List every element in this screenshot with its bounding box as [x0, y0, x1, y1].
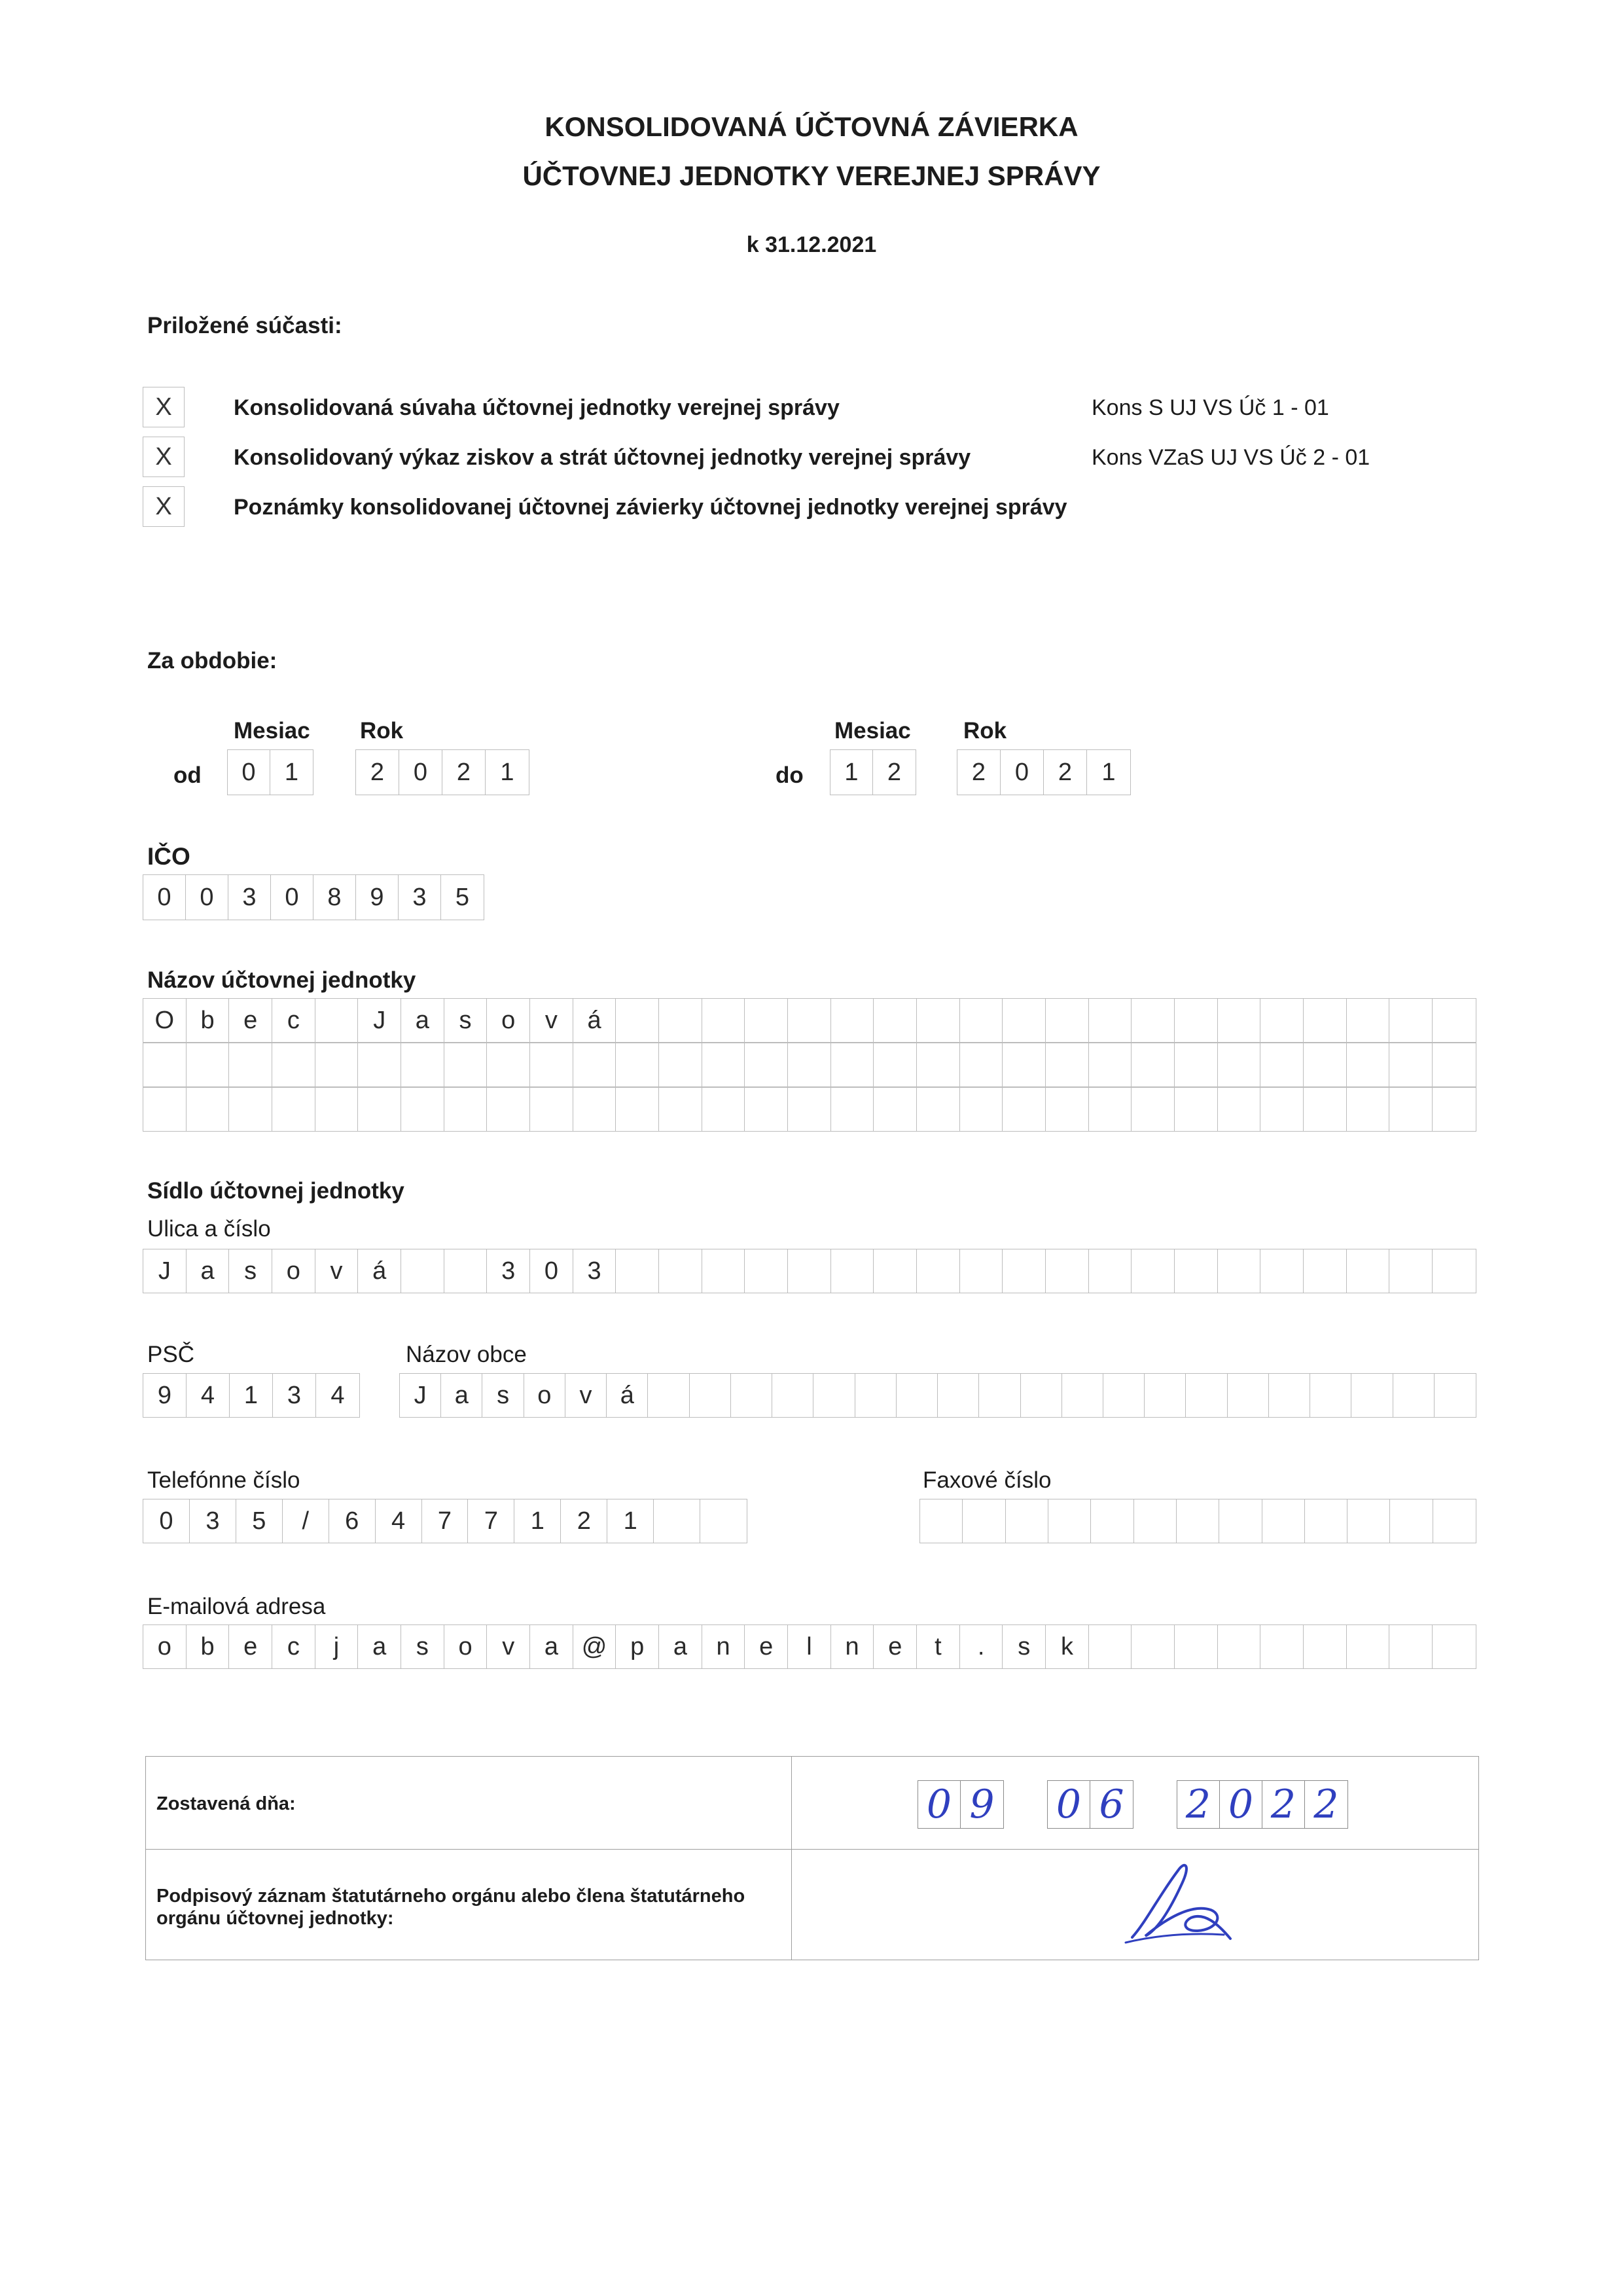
- char-cell: [1218, 1043, 1261, 1086]
- signature-label: Podpisový záznam štatutárneho orgánu alebo člena štatutárneho orgánu účtovnej jednotky:: [156, 1886, 745, 1929]
- address-section-label: Sídlo účtovnej jednotky: [147, 1178, 404, 1204]
- char-cell: [745, 1043, 788, 1086]
- char-cell: 2: [442, 750, 486, 795]
- char-cell: [831, 999, 874, 1042]
- char-cell: [960, 1088, 1003, 1131]
- char-cell: 3: [573, 1249, 616, 1293]
- signature-label-cell: [146, 1850, 792, 1960]
- char-cell: [1089, 1249, 1132, 1293]
- char-cell: [1021, 1374, 1062, 1417]
- char-cell: [272, 1088, 315, 1131]
- char-cell: [1304, 1088, 1347, 1131]
- char-cell: [788, 1043, 831, 1086]
- char-cell: 3: [487, 1249, 530, 1293]
- char-cell: 0: [399, 750, 442, 795]
- handwritten-signature: [1119, 1857, 1237, 1949]
- char-cell: [1389, 1088, 1433, 1131]
- char-cell: [1219, 1499, 1262, 1543]
- period-label: Za obdobie:: [147, 648, 277, 673]
- char-cell: [788, 1249, 831, 1293]
- char-cell: [315, 999, 359, 1042]
- char-cell: 1: [830, 750, 873, 795]
- char-cell: 7: [422, 1499, 469, 1543]
- char-cell: [358, 1088, 401, 1131]
- char-cell: n: [702, 1625, 745, 1668]
- handwritten-digit: 2: [1313, 1782, 1339, 1827]
- char-cell: [1046, 1088, 1089, 1131]
- char-row: [143, 1043, 1476, 1087]
- document-title-line1: KONSOLIDOVANÁ ÚČTOVNÁ ZÁVIERKA: [544, 111, 1079, 142]
- char-cell: [917, 999, 960, 1042]
- char-cell: [272, 1043, 315, 1086]
- char-cell: [1433, 1625, 1476, 1668]
- handwritten-digit: 0: [1048, 1781, 1090, 1828]
- char-cell: J: [358, 999, 401, 1042]
- char-cell: [1433, 1088, 1476, 1131]
- char-cell: s: [1003, 1625, 1046, 1668]
- component-1-checkbox[interactable]: X: [143, 387, 185, 427]
- char-cell: [1175, 999, 1218, 1042]
- char-cell: 1: [1101, 758, 1116, 786]
- char-cell: [831, 1088, 874, 1131]
- char-cell: [616, 1249, 659, 1293]
- char-cell: [444, 1088, 488, 1131]
- char-cell: [648, 1374, 689, 1417]
- char-row: [143, 1249, 1476, 1293]
- char-cell: [401, 1249, 444, 1293]
- to-month-field[interactable]: [830, 749, 916, 795]
- char-cell: [1175, 1043, 1218, 1086]
- char-cell: [1218, 999, 1261, 1042]
- from-month-field[interactable]: [227, 749, 313, 795]
- fax-field[interactable]: [919, 1499, 1476, 1543]
- char-cell: [874, 999, 917, 1042]
- char-cell: [1132, 1043, 1175, 1086]
- char-cell: [1347, 1499, 1390, 1543]
- char-cell: [1347, 1625, 1390, 1668]
- char-cell: 0: [143, 875, 186, 920]
- char-cell: t: [917, 1625, 960, 1668]
- char-cell: [702, 1088, 745, 1131]
- char-cell: s: [401, 1625, 444, 1668]
- compiled-label: Zostavená dňa:: [156, 1793, 296, 1814]
- char-cell: 4: [187, 1374, 230, 1417]
- char-cell: 3: [190, 1499, 236, 1543]
- char-cell: 3: [399, 875, 441, 920]
- char-cell: 2: [356, 750, 399, 795]
- char-cell: J: [400, 1374, 441, 1417]
- char-cell: [874, 1088, 917, 1131]
- char-cell: [1218, 1088, 1261, 1131]
- char-cell: [1218, 1249, 1261, 1293]
- char-cell: a: [530, 1625, 573, 1668]
- email-label: E-mailová adresa: [147, 1594, 326, 1619]
- char-cell: [702, 1043, 745, 1086]
- char-cell: b: [187, 999, 230, 1042]
- char-cell: [659, 1249, 702, 1293]
- char-cell: [143, 1043, 187, 1086]
- char-cell: [1389, 999, 1433, 1042]
- char-cell: [745, 1088, 788, 1131]
- char-cell: [920, 1499, 963, 1543]
- char-cell: 2: [1044, 750, 1087, 795]
- char-cell: [616, 999, 659, 1042]
- char-cell: e: [229, 999, 272, 1042]
- char-cell: [917, 1043, 960, 1086]
- char-cell: s: [229, 1249, 272, 1293]
- char-cell: [1433, 1249, 1476, 1293]
- char-cell: [1089, 1088, 1132, 1131]
- char-cell: [659, 1088, 702, 1131]
- char-cell: [1228, 1374, 1269, 1417]
- char-cell: s: [444, 999, 488, 1042]
- char-cell: [1304, 1043, 1347, 1086]
- char-cell: [831, 1249, 874, 1293]
- char-cell: [1389, 1043, 1433, 1086]
- city-label: Názov obce: [406, 1342, 527, 1367]
- char-cell: [1347, 999, 1390, 1042]
- char-cell: [530, 1088, 573, 1131]
- char-cell: [1175, 1249, 1218, 1293]
- char-cell: [1269, 1374, 1310, 1417]
- char-cell: [1262, 1499, 1305, 1543]
- char-cell: [1351, 1374, 1393, 1417]
- char-cell: á: [607, 1374, 648, 1417]
- component-2-code: Kons VZaS UJ VS Úč 2 - 01: [1092, 445, 1370, 470]
- char-cell: [1433, 1043, 1476, 1086]
- char-cell: [1103, 1374, 1145, 1417]
- char-cell: [1389, 1249, 1433, 1293]
- char-cell: [1006, 1499, 1048, 1543]
- char-cell: [1260, 1625, 1304, 1668]
- psc-field[interactable]: [143, 1373, 360, 1418]
- ico-label: IČO: [147, 843, 190, 870]
- char-cell: [444, 1249, 488, 1293]
- char-cell: b: [187, 1625, 230, 1668]
- compiled-date-cell[interactable]: [792, 1757, 1478, 1850]
- from-month-label: Mesiac: [234, 718, 310, 744]
- char-cell: [1091, 1499, 1133, 1543]
- char-cell: 1: [500, 758, 514, 786]
- char-cell: o: [444, 1625, 488, 1668]
- char-cell: [187, 1088, 230, 1131]
- char-cell: [1175, 1088, 1218, 1131]
- char-cell: [938, 1374, 979, 1417]
- char-cell: [1260, 1043, 1304, 1086]
- char-cell: [1145, 1374, 1186, 1417]
- char-cell: [1048, 1499, 1091, 1543]
- to-month-label: Mesiac: [834, 718, 911, 744]
- handwritten-digit: 2: [1177, 1781, 1220, 1828]
- char-cell: [1134, 1499, 1177, 1543]
- to-year-label: Rok: [963, 718, 1007, 744]
- document-title-line2: ÚČTOVNEJ JEDNOTKY VEREJNEJ SPRÁVY: [522, 160, 1101, 191]
- char-cell: [1089, 1625, 1132, 1668]
- street-label: Ulica a číslo: [147, 1216, 271, 1242]
- char-cell: [690, 1374, 731, 1417]
- handwritten-digit: 2: [1262, 1781, 1305, 1828]
- component-3-label: Poznámky konsolidovanej účtovnej závierky účtovnej jednotky verejnej správy: [234, 495, 1067, 520]
- period-from-label: od: [173, 762, 202, 788]
- char-cell: 0: [143, 1499, 190, 1543]
- char-cell: o: [272, 1249, 315, 1293]
- char-cell: [1433, 999, 1476, 1042]
- char-cell: 9: [143, 1374, 187, 1417]
- char-cell: [1046, 1249, 1089, 1293]
- char-cell: á: [358, 1249, 401, 1293]
- char-cell: [659, 1043, 702, 1086]
- char-cell: 8: [313, 875, 356, 920]
- char-cell: [788, 1088, 831, 1131]
- char-cell: [616, 1043, 659, 1086]
- char-cell: [1304, 1625, 1347, 1668]
- signature-cell[interactable]: [792, 1850, 1478, 1960]
- compiled-day-box: [918, 1780, 1004, 1829]
- char-cell: 6: [329, 1499, 376, 1543]
- char-cell: [1347, 1088, 1390, 1131]
- component-1-label: Konsolidovaná súvaha účtovnej jednotky verejnej správy: [234, 395, 840, 420]
- char-cell: 0: [530, 1249, 573, 1293]
- char-cell: [573, 1088, 616, 1131]
- char-cell: [444, 1043, 488, 1086]
- char-cell: [874, 1249, 917, 1293]
- char-cell: s: [482, 1374, 524, 1417]
- char-cell: a: [187, 1249, 230, 1293]
- char-cell: [1260, 999, 1304, 1042]
- char-cell: [487, 1088, 530, 1131]
- component-2-checkbox[interactable]: X: [143, 437, 185, 477]
- to-year-field[interactable]: [957, 749, 1131, 795]
- char-cell: 0: [186, 875, 228, 920]
- char-cell: [530, 1043, 573, 1086]
- char-cell: 0: [228, 750, 270, 795]
- char-row: [919, 1499, 1476, 1543]
- char-row: [143, 1499, 747, 1543]
- char-cell: [187, 1043, 230, 1086]
- char-cell: .: [960, 1625, 1003, 1668]
- char-cell: a: [358, 1625, 401, 1668]
- char-cell: 7: [468, 1499, 514, 1543]
- char-cell: 2: [957, 750, 1001, 795]
- char-cell: [960, 1043, 1003, 1086]
- char-cell: [1003, 999, 1046, 1042]
- char-cell: [702, 999, 745, 1042]
- char-cell: @: [573, 1625, 616, 1668]
- char-cell: [1046, 1043, 1089, 1086]
- char-cell: 5: [236, 1499, 283, 1543]
- char-cell: a: [401, 999, 444, 1042]
- compiled-label-cell: [146, 1757, 792, 1850]
- char-cell: 1: [230, 1374, 273, 1417]
- handwritten-digit: 9: [969, 1782, 995, 1827]
- char-cell: [1347, 1249, 1390, 1293]
- char-cell: o: [143, 1625, 187, 1668]
- char-cell: [654, 1499, 700, 1543]
- char-cell: 1: [607, 1499, 654, 1543]
- char-row: [143, 1087, 1476, 1132]
- char-cell: v: [565, 1374, 607, 1417]
- char-cell: e: [874, 1625, 917, 1668]
- char-cell: v: [530, 999, 573, 1042]
- city-field[interactable]: [399, 1373, 1476, 1418]
- char-cell: [401, 1043, 444, 1086]
- char-cell: [702, 1249, 745, 1293]
- char-cell: [229, 1043, 272, 1086]
- char-cell: n: [831, 1625, 874, 1668]
- char-cell: [917, 1088, 960, 1131]
- street-field[interactable]: [143, 1249, 1476, 1293]
- char-cell: á: [573, 999, 616, 1042]
- char-cell: [1177, 1499, 1219, 1543]
- char-cell: [1175, 1625, 1218, 1668]
- char-cell: [315, 1043, 359, 1086]
- char-cell: k: [1046, 1625, 1089, 1668]
- char-cell: [1310, 1374, 1351, 1417]
- handwritten-digit: 6: [1099, 1782, 1124, 1827]
- psc-label: PSČ: [147, 1342, 194, 1367]
- char-cell: [813, 1374, 855, 1417]
- phone-label: Telefónne číslo: [147, 1467, 300, 1493]
- char-cell: [897, 1374, 938, 1417]
- char-cell: [358, 1043, 401, 1086]
- char-cell: J: [143, 1249, 187, 1293]
- component-3-checkbox[interactable]: X: [143, 486, 185, 527]
- char-cell: [1347, 1043, 1390, 1086]
- char-cell: [1003, 1088, 1046, 1131]
- char-cell: [229, 1088, 272, 1131]
- component-2-label: Konsolidovaný výkaz ziskov a strát účtovnej jednotky verejnej správy: [234, 445, 971, 470]
- char-cell: [1260, 1088, 1304, 1131]
- char-cell: j: [315, 1625, 359, 1668]
- char-cell: [315, 1088, 359, 1131]
- char-cell: [745, 1249, 788, 1293]
- phone-field[interactable]: [143, 1499, 747, 1543]
- char-cell: [1435, 1374, 1476, 1417]
- char-cell: a: [441, 1374, 482, 1417]
- char-cell: /: [283, 1499, 329, 1543]
- char-cell: o: [524, 1374, 565, 1417]
- char-cell: [855, 1374, 897, 1417]
- char-cell: l: [788, 1625, 831, 1668]
- components-label: Priložené súčasti:: [147, 313, 342, 338]
- char-cell: 3: [273, 1374, 316, 1417]
- char-cell: 1: [514, 1499, 561, 1543]
- char-cell: [1260, 1249, 1304, 1293]
- char-cell: [963, 1499, 1005, 1543]
- char-cell: c: [272, 1625, 315, 1668]
- char-cell: [1132, 1625, 1175, 1668]
- char-cell: [1186, 1374, 1227, 1417]
- char-cell: e: [229, 1625, 272, 1668]
- char-cell: 3: [228, 875, 271, 920]
- document-date: k 31.12.2021: [746, 232, 877, 257]
- char-row: [143, 1624, 1476, 1669]
- char-cell: [960, 999, 1003, 1042]
- char-cell: 2: [887, 758, 902, 786]
- char-cell: [831, 1043, 874, 1086]
- email-field[interactable]: [143, 1624, 1476, 1669]
- ico-field[interactable]: [143, 874, 484, 920]
- char-cell: 9: [356, 875, 399, 920]
- char-cell: [487, 1043, 530, 1086]
- period-to-label: do: [776, 762, 804, 788]
- char-cell: [1304, 999, 1347, 1042]
- char-cell: [874, 1043, 917, 1086]
- compiled-month-box: [1047, 1780, 1133, 1829]
- char-cell: [700, 1499, 747, 1543]
- char-cell: 5: [455, 883, 470, 911]
- char-cell: [1003, 1043, 1046, 1086]
- char-cell: [731, 1374, 772, 1417]
- char-cell: O: [143, 999, 187, 1042]
- handwritten-digit: 0: [1220, 1781, 1262, 1828]
- char-cell: [1132, 1249, 1175, 1293]
- char-row: [143, 998, 1476, 1043]
- char-cell: 1: [284, 758, 299, 786]
- char-cell: [1132, 999, 1175, 1042]
- char-cell: [573, 1043, 616, 1086]
- char-cell: [616, 1088, 659, 1131]
- char-cell: [401, 1088, 444, 1131]
- char-cell: [1218, 1625, 1261, 1668]
- char-cell: p: [616, 1625, 659, 1668]
- char-cell: c: [272, 999, 315, 1042]
- char-cell: [1046, 999, 1089, 1042]
- char-cell: [745, 999, 788, 1042]
- char-cell: [1389, 1625, 1433, 1668]
- char-cell: 4: [376, 1499, 422, 1543]
- char-cell: [1433, 1499, 1476, 1543]
- char-cell: [1305, 1499, 1347, 1543]
- char-cell: 4: [330, 1381, 345, 1409]
- char-cell: [1089, 999, 1132, 1042]
- char-cell: 0: [271, 875, 313, 920]
- entity-name-field[interactable]: [143, 998, 1476, 1132]
- char-cell: [659, 999, 702, 1042]
- char-cell: [1132, 1088, 1175, 1131]
- char-cell: a: [659, 1625, 702, 1668]
- char-cell: v: [487, 1625, 530, 1668]
- char-cell: [143, 1088, 187, 1131]
- char-cell: [1390, 1499, 1433, 1543]
- char-cell: [788, 999, 831, 1042]
- char-cell: [917, 1249, 960, 1293]
- char-cell: 2: [561, 1499, 607, 1543]
- char-cell: e: [745, 1625, 788, 1668]
- char-cell: v: [315, 1249, 359, 1293]
- fax-label: Faxové číslo: [923, 1467, 1052, 1493]
- char-cell: o: [487, 999, 530, 1042]
- char-cell: [1393, 1374, 1435, 1417]
- component-1-code: Kons S UJ VS Úč 1 - 01: [1092, 395, 1329, 420]
- entity-name-label: Názov účtovnej jednotky: [147, 967, 416, 993]
- char-cell: [772, 1374, 813, 1417]
- char-cell: [1304, 1249, 1347, 1293]
- char-cell: [1089, 1043, 1132, 1086]
- handwritten-digit: 0: [918, 1781, 961, 1828]
- signature-table: [145, 1756, 1479, 1960]
- char-cell: [1062, 1374, 1103, 1417]
- from-year-field[interactable]: [355, 749, 529, 795]
- char-cell: 0: [1001, 750, 1044, 795]
- compiled-year-box: [1177, 1780, 1348, 1829]
- char-cell: [960, 1249, 1003, 1293]
- char-cell: [979, 1374, 1020, 1417]
- from-year-label: Rok: [360, 718, 404, 744]
- char-cell: [1003, 1249, 1046, 1293]
- char-row: [399, 1373, 1476, 1418]
